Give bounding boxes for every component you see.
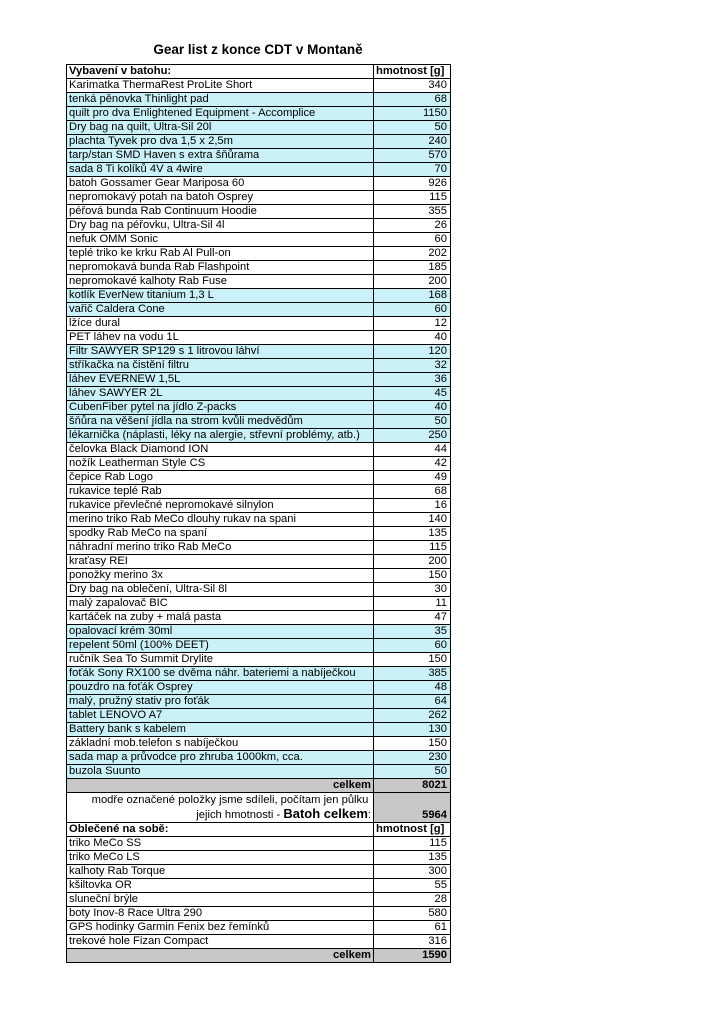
item-name: nepromokavý potah na batoh Osprey xyxy=(67,191,374,205)
pack-note-line1: modře označené položky jsme sdíleli, počítam jen půlku xyxy=(91,794,369,806)
pack-item-row xyxy=(67,681,451,695)
item-name: kraťasy REI xyxy=(67,555,374,569)
item-name: tarp/stan SMD Haven s extra šňůrama xyxy=(67,149,374,163)
item-name: triko MeCo LS xyxy=(67,851,374,865)
item-name: kartáček na zuby + malá pasta xyxy=(67,611,374,625)
item-name: pouzdro na foťák Osprey xyxy=(67,681,374,695)
item-name: nepromokavé kalhoty Rab Fuse xyxy=(67,275,374,289)
item-weight: 130 xyxy=(374,723,451,737)
item-weight: 50 xyxy=(374,121,451,135)
pack-item-row xyxy=(67,695,451,709)
item-name: čelovka Black Diamond ION xyxy=(67,443,374,457)
item-name: Dry bag na oblečení, Ultra-Sil 8l xyxy=(67,583,374,597)
pack-item-row xyxy=(67,639,451,653)
item-name: batoh Gossamer Gear Mariposa 60 xyxy=(67,177,374,191)
worn-item-row xyxy=(67,935,451,949)
item-name: kšiltovka OR xyxy=(67,879,374,893)
item-weight: 355 xyxy=(374,205,451,219)
item-weight: 60 xyxy=(374,639,451,653)
item-weight: 926 xyxy=(374,177,451,191)
item-weight: 115 xyxy=(374,191,451,205)
item-name: sluneční brýle xyxy=(67,893,374,907)
item-name: náhradní merino triko Rab MeCo xyxy=(67,541,374,555)
pack-total-row xyxy=(67,779,451,793)
pack-item-row xyxy=(67,541,451,555)
pack-item-row xyxy=(67,583,451,597)
item-name: plachta Tyvek pro dva 1,5 x 2,5m xyxy=(67,135,374,149)
item-weight: 50 xyxy=(374,415,451,429)
worn-item-row xyxy=(67,837,451,851)
worn-total-row xyxy=(67,949,451,963)
item-weight: 61 xyxy=(374,921,451,935)
pack-item-row xyxy=(67,121,451,135)
item-weight: 32 xyxy=(374,359,451,373)
item-name: péřová bunda Rab Continuum Hoodie xyxy=(67,205,374,219)
pack-grand-total-value: 5964 xyxy=(374,793,451,823)
item-weight: 40 xyxy=(374,401,451,415)
item-weight: 185 xyxy=(374,261,451,275)
item-name: stříkačka na čistění filtru xyxy=(67,359,374,373)
item-name: sada map a průvodce pro zhruba 1000km, cca. xyxy=(67,751,374,765)
pack-item-row xyxy=(67,359,451,373)
item-weight: 49 xyxy=(374,471,451,485)
pack-item-row xyxy=(67,401,451,415)
item-weight: 168 xyxy=(374,289,451,303)
pack-item-row xyxy=(67,233,451,247)
item-name: malý, pružný stativ pro foťák xyxy=(67,695,374,709)
pack-item-row xyxy=(67,443,451,457)
pack-item-row xyxy=(67,485,451,499)
item-weight: 230 xyxy=(374,751,451,765)
pack-note-row xyxy=(67,793,451,823)
item-weight: 60 xyxy=(374,303,451,317)
pack-item-row xyxy=(67,527,451,541)
item-name: nefuk OMM Sonic xyxy=(67,233,374,247)
pack-section xyxy=(67,65,451,779)
item-name: rukavice převlečné nepromokavé silnylon xyxy=(67,499,374,513)
item-weight: 47 xyxy=(374,611,451,625)
item-name: šňůra na věšení jídla na strom kvůli medvědům xyxy=(67,415,374,429)
pack-note xyxy=(67,793,374,823)
gear-table xyxy=(66,64,451,963)
pack-item-row xyxy=(67,625,451,639)
item-name: Battery bank s kabelem xyxy=(67,723,374,737)
item-weight: 55 xyxy=(374,879,451,893)
pack-item-row xyxy=(67,219,451,233)
item-weight: 68 xyxy=(374,93,451,107)
item-weight: 115 xyxy=(374,541,451,555)
worn-total-label: celkem xyxy=(67,949,374,963)
pack-item-row xyxy=(67,611,451,625)
item-weight: 35 xyxy=(374,625,451,639)
item-name: ručník Sea To Summit Drylite xyxy=(67,653,374,667)
item-weight: 385 xyxy=(374,667,451,681)
item-weight: 200 xyxy=(374,275,451,289)
item-weight: 150 xyxy=(374,653,451,667)
pack-item-row xyxy=(67,289,451,303)
pack-totals xyxy=(67,779,451,823)
pack-item-row xyxy=(67,555,451,569)
item-name: tenká pěnovka Thinlight pad xyxy=(67,93,374,107)
pack-note-prefix: jejich hmotnosti - xyxy=(196,809,284,821)
pack-note-strong: Batoh celkem xyxy=(283,806,368,821)
item-weight: 70 xyxy=(374,163,451,177)
item-name: foťák Sony RX100 se dvěma náhr. bateriemi a nabíječkou xyxy=(67,667,374,681)
pack-item-row xyxy=(67,177,451,191)
item-weight: 48 xyxy=(374,681,451,695)
pack-item-row xyxy=(67,387,451,401)
pack-item-row xyxy=(67,261,451,275)
item-weight: 36 xyxy=(374,373,451,387)
item-weight: 300 xyxy=(374,865,451,879)
pack-header-row xyxy=(67,65,451,79)
pack-total-label: celkem xyxy=(67,779,374,793)
item-name: GPS hodinky Garmin Fenix bez řemínků xyxy=(67,921,374,935)
worn-header-row xyxy=(67,823,451,837)
pack-item-row xyxy=(67,499,451,513)
item-weight: 150 xyxy=(374,737,451,751)
item-name: láhev EVERNEW 1,5L xyxy=(67,373,374,387)
worn-item-row xyxy=(67,921,451,935)
item-name: Filtr SAWYER SP129 s 1 litrovou láhví xyxy=(67,345,374,359)
item-name: Dry bag na péřovku, Ultra-Sil 4l xyxy=(67,219,374,233)
item-weight: 115 xyxy=(374,837,451,851)
item-weight: 202 xyxy=(374,247,451,261)
pack-item-row xyxy=(67,429,451,443)
pack-item-row xyxy=(67,93,451,107)
item-weight: 12 xyxy=(374,317,451,331)
pack-item-row xyxy=(67,751,451,765)
pack-item-row xyxy=(67,597,451,611)
pack-note-suffix: : xyxy=(367,809,371,821)
item-weight: 40 xyxy=(374,331,451,345)
worn-item-row xyxy=(67,865,451,879)
worn-header-weight: hmotnost [g] xyxy=(374,823,451,837)
item-name: repelent 50ml (100% DEET) xyxy=(67,639,374,653)
item-name: základní mob.telefon s nabíječkou xyxy=(67,737,374,751)
page-title: Gear list z konce CDT v Montaně xyxy=(153,42,363,57)
pack-item-row xyxy=(67,457,451,471)
item-name: vařič Caldera Cone xyxy=(67,303,374,317)
item-weight: 250 xyxy=(374,429,451,443)
item-weight: 135 xyxy=(374,527,451,541)
item-name: ponožky merino 3x xyxy=(67,569,374,583)
item-name: rukavice teplé Rab xyxy=(67,485,374,499)
item-weight: 42 xyxy=(374,457,451,471)
item-name: boty Inov-8 Race Ultra 290 xyxy=(67,907,374,921)
item-name: sada 8 Ti kolíků 4V a 4wire xyxy=(67,163,374,177)
pack-item-row xyxy=(67,345,451,359)
item-weight: 11 xyxy=(374,597,451,611)
item-weight: 26 xyxy=(374,219,451,233)
pack-item-row xyxy=(67,569,451,583)
item-weight: 16 xyxy=(374,499,451,513)
item-weight: 28 xyxy=(374,893,451,907)
pack-item-row xyxy=(67,709,451,723)
item-weight: 316 xyxy=(374,935,451,949)
item-name: trekové hole Fizan Compact xyxy=(67,935,374,949)
item-name: triko MeCo SS xyxy=(67,837,374,851)
item-name: nepromokavá bunda Rab Flashpoint xyxy=(67,261,374,275)
item-weight: 45 xyxy=(374,387,451,401)
pack-item-row xyxy=(67,205,451,219)
pack-item-row xyxy=(67,191,451,205)
worn-total-value: 1590 xyxy=(374,949,451,963)
item-name: lékarnička (náplasti, léky na alergie, střevní problémy, atb.) xyxy=(67,429,374,443)
pack-item-row xyxy=(67,331,451,345)
item-weight: 200 xyxy=(374,555,451,569)
worn-item-row xyxy=(67,907,451,921)
worn-item-row xyxy=(67,879,451,893)
item-name: merino triko Rab MeCo dlouhy rukav na spani xyxy=(67,513,374,527)
item-weight: 50 xyxy=(374,765,451,779)
item-weight: 64 xyxy=(374,695,451,709)
item-name: Karimatka ThermaRest ProLite Short xyxy=(67,79,374,93)
pack-item-row xyxy=(67,275,451,289)
item-weight: 68 xyxy=(374,485,451,499)
item-name: lžíce dural xyxy=(67,317,374,331)
pack-item-row xyxy=(67,723,451,737)
pack-item-row xyxy=(67,653,451,667)
pack-item-row xyxy=(67,737,451,751)
pack-item-row xyxy=(67,471,451,485)
pack-item-row xyxy=(67,765,451,779)
item-weight: 30 xyxy=(374,583,451,597)
item-weight: 60 xyxy=(374,233,451,247)
worn-section xyxy=(67,823,451,949)
worn-item-row xyxy=(67,851,451,865)
pack-header-weight: hmotnost [g] xyxy=(374,65,451,79)
pack-total-value: 8021 xyxy=(374,779,451,793)
pack-item-row xyxy=(67,373,451,387)
item-name: kalhoty Rab Torque xyxy=(67,865,374,879)
item-name: čepice Rab Logo xyxy=(67,471,374,485)
pack-item-row xyxy=(67,415,451,429)
item-weight: 44 xyxy=(374,443,451,457)
pack-header-label: Vybavení v batohu: xyxy=(67,65,374,79)
item-name: quilt pro dva Enlightened Equipment - Accomplice xyxy=(67,107,374,121)
item-name: nožík Leatherman Style CS xyxy=(67,457,374,471)
item-name: malý zapalovač BIC xyxy=(67,597,374,611)
item-name: spodky Rab MeCo na spaní xyxy=(67,527,374,541)
worn-header-label: Oblečené na sobě: xyxy=(67,823,374,837)
item-name: kotlík EverNew titanium 1,3 L xyxy=(67,289,374,303)
pack-item-row xyxy=(67,107,451,121)
item-weight: 120 xyxy=(374,345,451,359)
item-weight: 340 xyxy=(374,79,451,93)
worn-item-row xyxy=(67,893,451,907)
pack-item-row xyxy=(67,135,451,149)
item-name: PET láhev na vodu 1L xyxy=(67,331,374,345)
pack-item-row xyxy=(67,317,451,331)
pack-item-row xyxy=(67,667,451,681)
item-name: láhev SAWYER 2L xyxy=(67,387,374,401)
pack-item-row xyxy=(67,247,451,261)
item-weight: 140 xyxy=(374,513,451,527)
item-weight: 135 xyxy=(374,851,451,865)
pack-item-row xyxy=(67,303,451,317)
item-weight: 150 xyxy=(374,569,451,583)
item-name: opalovací krém 30ml xyxy=(67,625,374,639)
item-weight: 1150 xyxy=(374,107,451,121)
pack-item-row xyxy=(67,79,451,93)
item-weight: 570 xyxy=(374,149,451,163)
pack-item-row xyxy=(67,163,451,177)
item-name: teplé triko ke krku Rab Al Pull-on xyxy=(67,247,374,261)
item-name: buzola Suunto xyxy=(67,765,374,779)
item-name: CubenFiber pytel na jídlo Z-packs xyxy=(67,401,374,415)
item-weight: 580 xyxy=(374,907,451,921)
worn-totals xyxy=(67,949,451,963)
item-name: Dry bag na quilt, Ultra-Sil 20l xyxy=(67,121,374,135)
item-weight: 240 xyxy=(374,135,451,149)
item-weight: 262 xyxy=(374,709,451,723)
pack-note-line2 xyxy=(69,807,371,822)
pack-item-row xyxy=(67,149,451,163)
item-name: tablet LENOVO A7 xyxy=(67,709,374,723)
pack-item-row xyxy=(67,513,451,527)
